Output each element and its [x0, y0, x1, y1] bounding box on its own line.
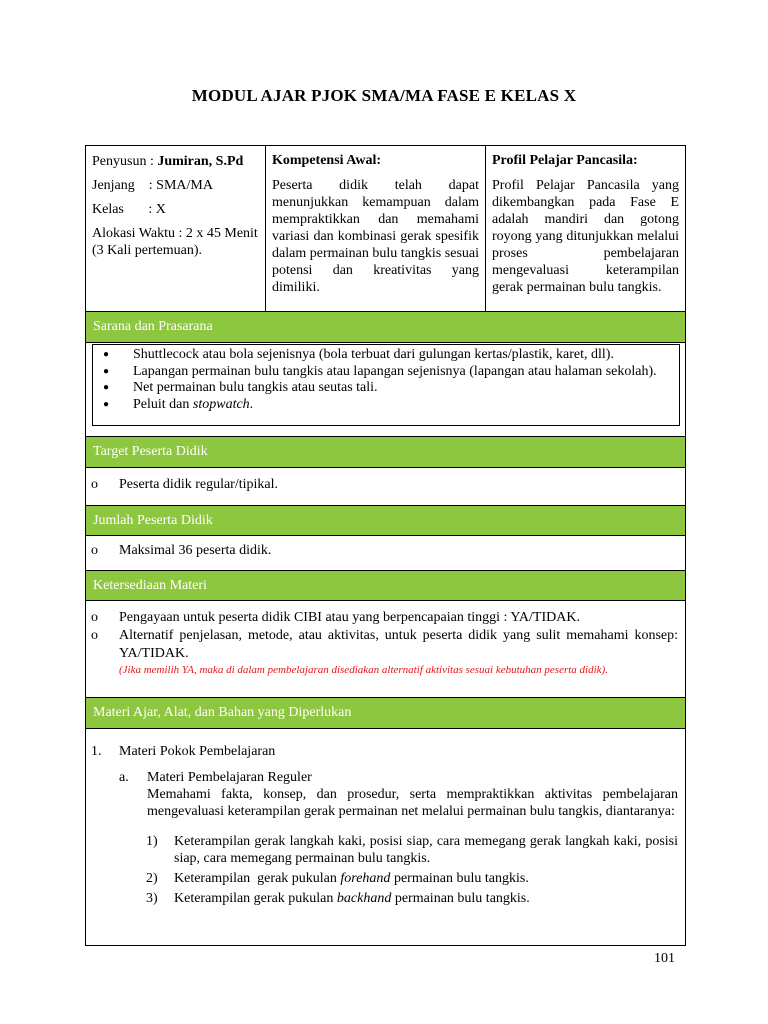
teaching-materials-content — [86, 729, 685, 945]
forehand-term: forehand — [340, 871, 391, 886]
material-availability-heading: Ketersediaan Materi — [93, 577, 207, 593]
circle-bullet-icon: o — [91, 543, 98, 558]
time-allocation: Alokasi Waktu : 2 x 45 Menit (3 Kali pertemuan). — [92, 226, 258, 258]
sub-item: 2) Keterampilan gerak pukulan forehand permainan bulu tangkis. — [146, 871, 529, 886]
regular-material-title: Materi Pembelajaran Reguler — [147, 770, 312, 785]
availability-note: (Jika memilih YA, maka di dalam pembelajaran disediakan alternatif aktivitas sesuai kebutuhan peserta didik). — [119, 664, 608, 676]
info-columns — [86, 146, 685, 312]
item-text: Materi Pokok Pembelajaran — [119, 744, 276, 759]
regular-material-desc: Memahami fakta, konsep, dan prosedur, serta mempraktikkan aktivitas pembelajaran mengevaluasi keterampilan gerak permainan net melalui permainan bulu tangkis, diantaranya: — [147, 787, 678, 819]
pancasila-profile-heading: Profil Pelajar Pancasila: — [492, 153, 638, 168]
module-table — [85, 145, 686, 946]
author-label: Penyusun : — [92, 154, 158, 169]
author-name: Jumiran, S.Pd — [157, 154, 244, 169]
bullet-icon: ● — [103, 365, 110, 377]
pancasila-profile-cell — [486, 146, 685, 312]
facilities-list — [92, 344, 680, 426]
circle-bullet-icon: o — [91, 610, 98, 625]
document-title: MODUL AJAR PJOK SMA/MA FASE E KELAS X — [191, 86, 577, 105]
list-item: ● Lapangan permainan bulu tangkis atau lapangan sejenisnya (lapangan atau halaman sekolah). — [103, 363, 657, 379]
list-item: o Maksimal 36 peserta didik. — [86, 542, 685, 560]
stopwatch-term: stopwatch — [192, 396, 250, 412]
class-line: Kelas : X — [92, 202, 166, 217]
item-number: 1. — [91, 744, 102, 759]
level-line: Jenjang : SMA/MA — [92, 178, 213, 193]
material-availability-content — [86, 601, 685, 697]
bullet-icon: ● — [103, 398, 110, 410]
lettered-item — [86, 769, 685, 820]
sub-item: 1) Keterampilan gerak langkah kaki, posisi siap, cara memegang gerak langkah kaki, posisi siap, cara memegang permainan bulu tangkis. — [146, 834, 678, 866]
initial-competence-heading: Kompetensi Awal: — [272, 153, 382, 168]
numbered-item — [86, 743, 685, 760]
author-info-cell — [86, 146, 266, 312]
page-number: 101 — [654, 951, 675, 966]
author-line — [92, 153, 259, 170]
circle-bullet-icon: o — [91, 477, 98, 492]
facilities-heading: Sarana dan Prasarana — [93, 319, 213, 334]
pancasila-profile-text: Profil Pelajar Pancasila yang dikembangkan pada Fase E adalah mandiri dan gotong royong yang ditunjukkan melalui proses pembelajaran mengevaluasi keterampilan gerak permainan bulu tangkis. — [492, 178, 679, 295]
list-item: ● Net permainan bulu tangkis atau seutas tali. — [103, 380, 378, 395]
item-letter: a. — [119, 770, 129, 785]
target-students-heading: Target Peserta Didik — [93, 444, 208, 459]
list-item: o Pengayaan untuk peserta didik CIBI atau yang berpencapaian tinggi : YA/TIDAK. — [86, 609, 685, 627]
bullet-icon: ● — [103, 382, 110, 393]
material-availability-header — [86, 570, 685, 601]
target-students-header — [86, 436, 685, 468]
list-item: o Peserta didik regular/tipikal. — [86, 476, 685, 494]
teaching-materials-header — [86, 697, 685, 729]
student-count-heading: Jumlah Peserta Didik — [93, 512, 213, 528]
list-item: ● Shuttlecock atau bola sejenisnya (bola terbuat dari gulungan kertas/plastik, karet, dll). — [103, 347, 614, 362]
facilities-header — [86, 311, 685, 343]
bullet-icon: ● — [103, 349, 110, 360]
list-item: ● Peluit dan stopwatch. — [103, 396, 254, 412]
student-count-header — [86, 505, 685, 536]
target-students-content — [86, 468, 685, 505]
sub-item: 3) Keterampilan gerak pukulan backhand permainan bulu tangkis. — [146, 891, 530, 906]
list-item: o Alternatif penjelasan, metode, atau aktivitas, untuk peserta didik yang sulit memahami konsep: YA/TIDAK. — [86, 627, 685, 663]
teaching-materials-heading: Materi Ajar, Alat, dan Bahan yang Diperlukan — [93, 705, 352, 720]
facilities-content — [86, 343, 685, 436]
initial-competence-cell — [266, 146, 486, 312]
backhand-term: backhand — [336, 891, 392, 906]
initial-competence-text: Peserta didik telah dapat menunjukkan kemampuan dalam mempraktikkan dan memahami variasi dan kombinasi gerak spesifik dalam permainan bulu tangkis sesuai potensi dan kreativitas yang dimiliki. — [272, 178, 479, 295]
circle-bullet-icon: o — [91, 628, 98, 643]
student-count-content — [86, 536, 685, 570]
